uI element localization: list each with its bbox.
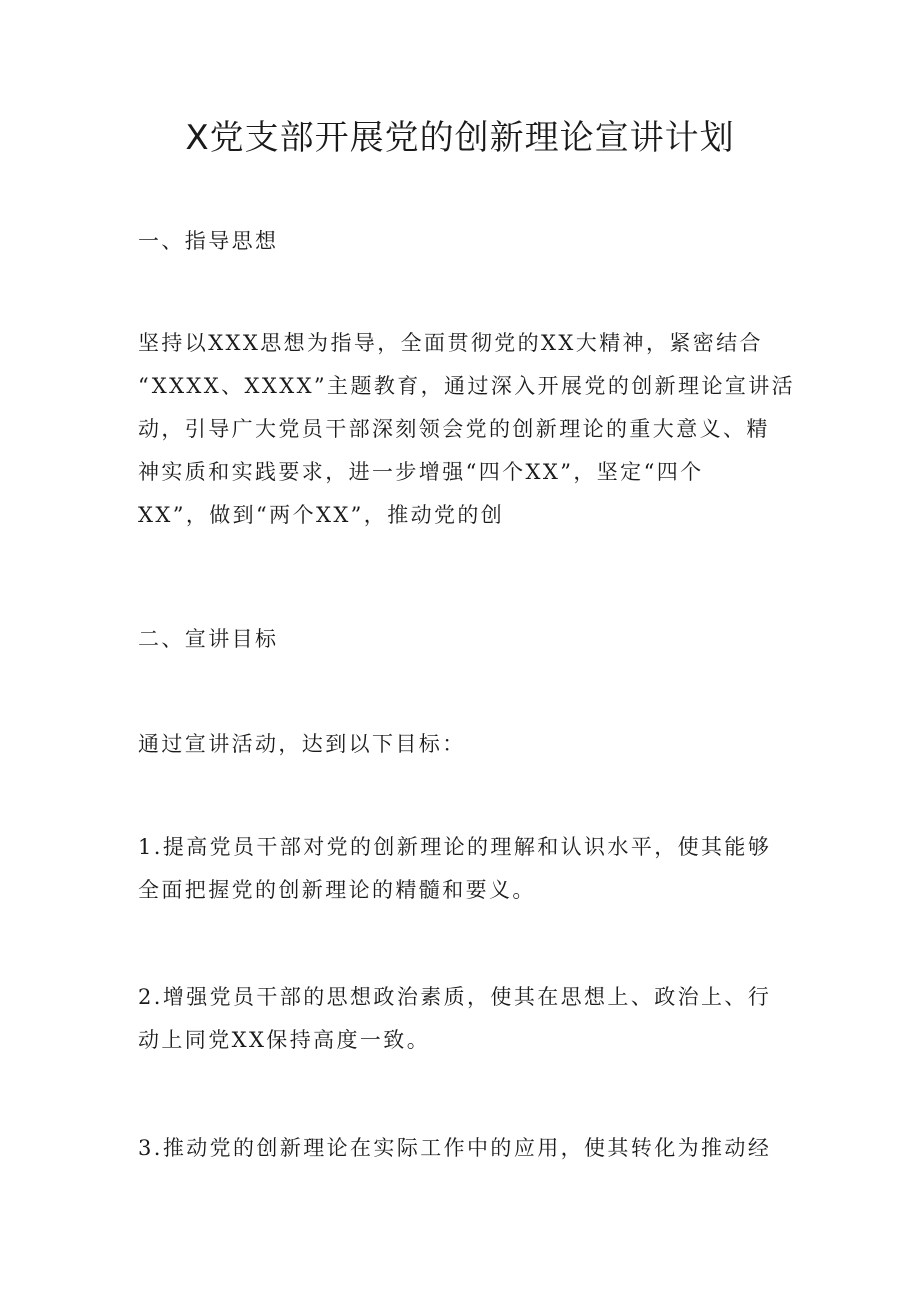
paragraph-line: 神实质和实践要求，进一步增强“四个XX”，坚定“四个 <box>138 460 704 484</box>
paragraph-line: XX”，做到“两个XX”，推动党的创 <box>138 503 505 527</box>
paragraph-line: 全面把握党的创新理论的精髓和要义。 <box>138 878 536 902</box>
list-item-goal-3 <box>138 1127 788 1170</box>
list-item-goal-2 <box>138 976 788 1062</box>
paragraph-guiding-ideology <box>138 322 796 537</box>
paragraph-line: “XXXX、XXXX”主题教育，通过深入开展党的创新理论宣讲活 <box>138 374 796 398</box>
section-heading-guiding-ideology: 一、指导思想 <box>138 229 279 253</box>
paragraph-goals-intro <box>138 723 788 766</box>
section-heading-lecture-goals: 二、宣讲目标 <box>138 627 279 651</box>
list-item-goal-1 <box>138 826 788 912</box>
paragraph-line: 3.推动党的创新理论在实际工作中的应用，使其转化为推动经 <box>138 1136 772 1160</box>
paragraph-line: 动上同党XX保持高度一致。 <box>138 1028 431 1052</box>
document-title: X党支部开展党的创新理论宣讲计划 <box>185 118 735 158</box>
paragraph-line: 2.增强党员干部的思想政治素质，使其在思想上、政治上、行 <box>138 985 772 1009</box>
paragraph-line: 通过宣讲活动，达到以下目标： <box>138 732 466 756</box>
paragraph-line: 动，引导广大党员干部深刻领会党的创新理论的重大意义、精 <box>138 417 770 441</box>
paragraph-line: 坚持以XXX思想为指导，全面贯彻党的XX大精神，紧密结合 <box>138 331 763 355</box>
paragraph-line: 1.提高党员干部对党的创新理论的理解和认识水平，使其能够 <box>138 835 772 859</box>
